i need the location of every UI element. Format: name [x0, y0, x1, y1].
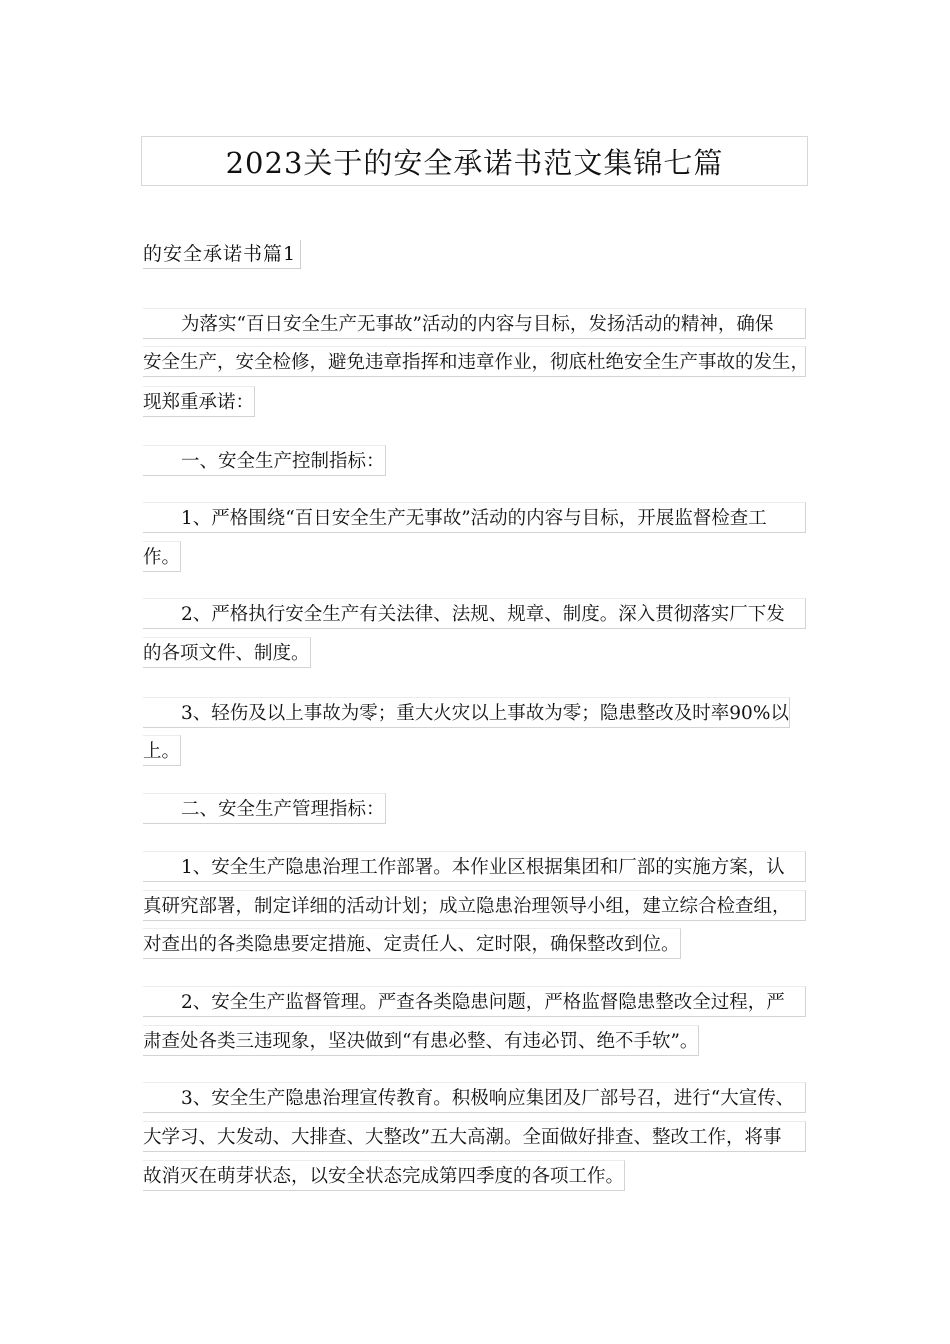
paragraph-line: 故消灭在萌芽状态，以安全状态完成第四季度的各项工作。 [143, 1160, 625, 1191]
paragraph-line: 2、严格执行安全生产有关法律、法规、规章、制度。深入贯彻落实厂下发 [143, 598, 806, 629]
paragraph-line: 作。 [143, 541, 181, 572]
subsection-heading: 一、安全生产控制指标： [143, 445, 386, 476]
section-heading: 的安全承诺书篇1 [143, 240, 301, 269]
paragraph-line: 2、安全生产监督管理。严查各类隐患问题，严格监督隐患整改全过程，严 [143, 986, 806, 1017]
subsection-heading: 二、安全生产管理指标： [143, 793, 386, 824]
paragraph-line: 肃查处各类三违现象，坚决做到“有患必整、有违必罚、绝不手软”。 [143, 1025, 699, 1056]
document-title: 2023关于的安全承诺书范文集锦七篇 [225, 145, 724, 180]
paragraph-line: 对查出的各类隐患要定措施、定责任人、定时限，确保整改到位。 [143, 928, 681, 959]
paragraph-line: 现郑重承诺： [143, 386, 255, 417]
paragraph-line: 1、严格围绕“百日安全生产无事故”活动的内容与目标，开展监督检查工 [143, 502, 806, 533]
paragraph-line: 上。 [143, 735, 181, 766]
paragraph-line: 3、轻伤及以上事故为零；重大火灾以上事故为零；隐患整改及时率90%以 [143, 697, 790, 728]
paragraph-line: 1、安全生产隐患治理工作部署。本作业区根据集团和厂部的实施方案，认 [143, 851, 806, 882]
paragraph-line: 真研究部署，制定详细的活动计划；成立隐患治理领导小组，建立综合检查组， [143, 890, 806, 921]
paragraph-line: 大学习、大发动、大排查、大整改”五大高潮。全面做好排查、整改工作，将事 [143, 1121, 806, 1152]
paragraph-line: 的各项文件、制度。 [143, 637, 311, 668]
paragraph-line: 安全生产，安全检修，避免违章指挥和违章作业，彻底杜绝安全生产事故的发生， [143, 346, 806, 377]
paragraph-line: 3、安全生产隐患治理宣传教育。积极响应集团及厂部号召，进行“大宣传、 [143, 1082, 806, 1113]
title-box [141, 136, 808, 186]
paragraph-line: 为落实“百日安全生产无事故”活动的内容与目标，发扬活动的精神，确保 [143, 308, 806, 339]
